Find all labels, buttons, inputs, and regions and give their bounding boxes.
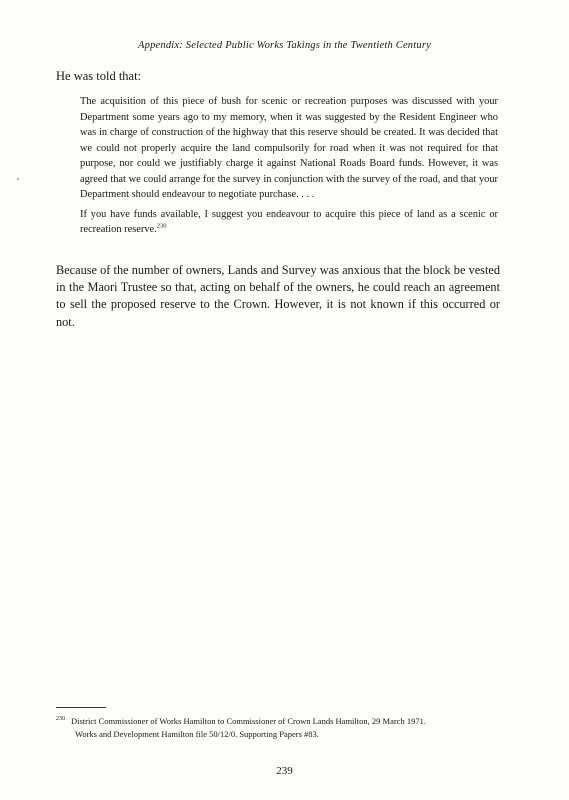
footnote xyxy=(56,715,500,741)
footnote-line-2: Works and Development Hamilton file 50/12/0. Supporting Papers #83. xyxy=(75,729,319,739)
footnote-line-1: District Commissioner of Works Hamilton to Commissioner of Crown Lands Hamilton, 29 March 1971. xyxy=(71,716,426,726)
quote-paragraph-1: The acquisition of this piece of bush for scenic or recreation purposes was discussed with your Department some years ago to my memory, when it was suggested by the Resident Engineer who was in charge of construction of the highway that this reserve should be created. It was decided that we could not properly acquire the land compulsorily for road when it was not required for that purpose, nor could we justifiably charge it against National Roads Board funds. However, it was agreed that we could arrange for the survey in conjunction with the survey of the road, and that your Department should endeavour to negotiate purchase. . . . xyxy=(80,96,498,200)
footnote-number: 230 xyxy=(56,716,65,723)
block-quote xyxy=(80,94,498,238)
quote-paragraph-2 xyxy=(80,207,498,238)
intro-line: He was told that: xyxy=(56,69,142,83)
footnote-divider xyxy=(56,707,106,708)
page-number: 239 xyxy=(276,765,293,777)
quote-paragraph-2-text: If you have funds available, I suggest you endeavour to acquire this piece of land as a scenic or recreation reserve. xyxy=(80,208,498,235)
margin-mark xyxy=(17,178,19,180)
running-head: Appendix: Selected Public Works Takings in the Twentieth Century xyxy=(138,40,431,51)
footnote-reference: 230 xyxy=(156,222,167,230)
body-paragraph: Because of the number of owners, Lands and Survey was anxious that the block be vested in the Maori Trustee so that, acting on behalf of the owners, he could reach an agreement to sell the proposed reserve to the Crown. However, it is not known if this occurred or not. xyxy=(56,263,500,329)
